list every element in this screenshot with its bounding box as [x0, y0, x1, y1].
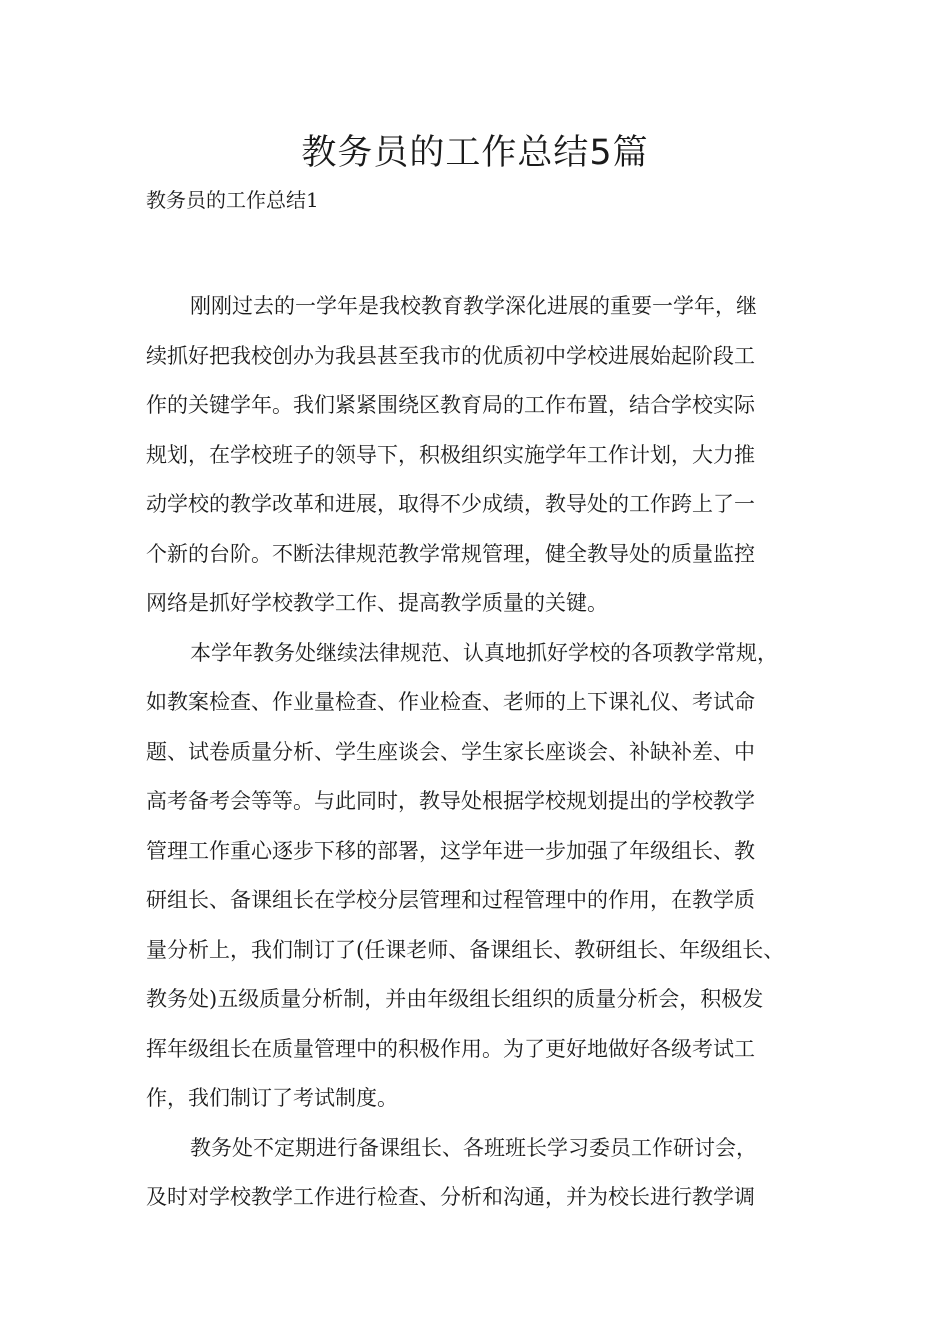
body-text-line: 量分析上，我们制订了(任课老师、备课组长、教研组长、年级组长、 [146, 937, 785, 962]
body-text-line: 教务处)五级质量分析制，并由年级组长组织的质量分析会，积极发 [146, 987, 764, 1011]
body-text-line: 规划，在学校班子的领导下，积极组织实施学年工作计划，大力推 [146, 442, 755, 467]
body-text-line: 作，我们制订了考试制度。 [146, 1086, 398, 1110]
body-text-line: 动学校的教学改革和进展，取得不少成绩，教导处的工作跨上了一 [146, 492, 755, 516]
body-text-line: 题、试卷质量分析、学生座谈会、学生家长座谈会、补缺补差、中 [146, 739, 755, 764]
body-text-line: 作的关键学年。我们紧紧围绕区教育局的工作布置，结合学校实际 [146, 393, 755, 417]
body-text-line: 管理工作重心逐步下移的部署，这学年进一步加强了年级组长、教 [146, 838, 755, 863]
body-text-line: 网络是抓好学校教学工作、提高教学质量的关键。 [146, 591, 608, 615]
body-text-line: 刚刚过去的一学年是我校教育教学深化进展的重要一学年，继 [190, 294, 757, 318]
document-title: 教务员的工作总结5篇 [301, 133, 649, 173]
body-text-line: 续抓好把我校创办为我县甚至我市的优质初中学校进展始起阶段工 [146, 343, 755, 368]
body-text-line: 如教案检查、作业量检查、作业检查、老师的上下课礼仪、考试命 [146, 690, 755, 714]
body-text-line: 研组长、备课组长在学校分层管理和过程管理中的作用，在教学质 [146, 888, 755, 912]
section-heading: 教务员的工作总结1 [146, 188, 319, 212]
body-text-line: 及时对学校教学工作进行检查、分析和沟通，并为校长进行教学调 [146, 1185, 755, 1209]
body-text-line: 挥年级组长在质量管理中的积极作用。为了更好地做好各级考试工 [146, 1036, 755, 1061]
body-text-line: 本学年教务处继续法律规范、认真地抓好学校的各项教学常规， [190, 640, 778, 665]
body-text-line: 高考备考会等等。与此同时，教导处根据学校规划提出的学校教学 [146, 789, 755, 813]
body-text-line: 教务处不定期进行备课组长、各班班长学习委员工作研讨会， [190, 1135, 757, 1160]
document-body [146, 282, 822, 1223]
body-text-line: 个新的台阶。不断法律规范教学常规管理，健全教导处的质量监控 [146, 541, 755, 566]
